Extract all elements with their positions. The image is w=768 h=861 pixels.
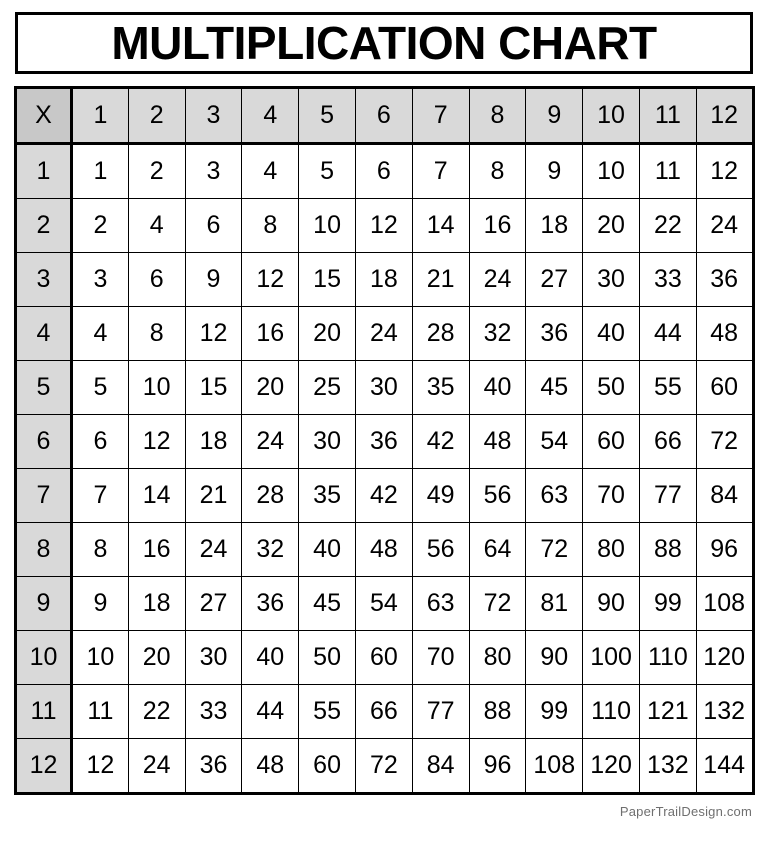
table-cell: 18	[526, 199, 583, 253]
table-cell: 54	[526, 415, 583, 469]
table-cell: 35	[412, 361, 469, 415]
table-cell: 84	[412, 739, 469, 794]
table-cell: 10	[128, 361, 185, 415]
table-cell: 27	[185, 577, 242, 631]
table-cell: 20	[299, 307, 356, 361]
table-cell: 132	[639, 739, 696, 794]
table-cell: 12	[128, 415, 185, 469]
multiplication-table-wrapper	[14, 86, 754, 795]
column-header: 9	[526, 88, 583, 144]
table-cell: 33	[639, 253, 696, 307]
table-cell: 66	[639, 415, 696, 469]
table-cell: 80	[583, 523, 640, 577]
row-header: 4	[16, 307, 72, 361]
table-cell: 56	[469, 469, 526, 523]
row-header: 7	[16, 469, 72, 523]
table-cell: 32	[242, 523, 299, 577]
table-cell: 6	[355, 144, 412, 199]
column-header: 10	[583, 88, 640, 144]
table-cell: 24	[355, 307, 412, 361]
table-cell: 27	[526, 253, 583, 307]
table-cell: 99	[639, 577, 696, 631]
table-cell: 16	[242, 307, 299, 361]
table-cell: 77	[639, 469, 696, 523]
table-cell: 42	[355, 469, 412, 523]
table-cell: 10	[299, 199, 356, 253]
table-cell: 2	[128, 144, 185, 199]
column-header: 3	[185, 88, 242, 144]
table-cell: 22	[639, 199, 696, 253]
table-cell: 72	[469, 577, 526, 631]
table-cell: 20	[242, 361, 299, 415]
table-cell: 12	[696, 144, 753, 199]
table-cell: 72	[696, 415, 753, 469]
table-cell: 8	[469, 144, 526, 199]
table-cell: 60	[355, 631, 412, 685]
table-row	[16, 739, 754, 794]
table-row	[16, 523, 754, 577]
table-cell: 88	[639, 523, 696, 577]
table-cell: 30	[583, 253, 640, 307]
table-cell: 30	[185, 631, 242, 685]
table-cell: 36	[185, 739, 242, 794]
table-row	[16, 253, 754, 307]
table-cell: 120	[583, 739, 640, 794]
table-cell: 40	[299, 523, 356, 577]
table-cell: 45	[299, 577, 356, 631]
table-cell: 44	[639, 307, 696, 361]
table-cell: 9	[526, 144, 583, 199]
table-cell: 49	[412, 469, 469, 523]
table-cell: 14	[128, 469, 185, 523]
table-cell: 11	[72, 685, 129, 739]
table-body	[16, 144, 754, 794]
table-cell: 25	[299, 361, 356, 415]
table-cell: 30	[355, 361, 412, 415]
table-header	[16, 88, 754, 144]
column-header: 5	[299, 88, 356, 144]
table-cell: 22	[128, 685, 185, 739]
table-cell: 84	[696, 469, 753, 523]
table-cell: 30	[299, 415, 356, 469]
table-cell: 100	[583, 631, 640, 685]
table-cell: 32	[469, 307, 526, 361]
table-cell: 12	[355, 199, 412, 253]
table-cell: 99	[526, 685, 583, 739]
table-cell: 60	[583, 415, 640, 469]
table-cell: 144	[696, 739, 753, 794]
table-cell: 42	[412, 415, 469, 469]
table-cell: 60	[299, 739, 356, 794]
table-cell: 50	[299, 631, 356, 685]
table-cell: 9	[72, 577, 129, 631]
column-header: 2	[128, 88, 185, 144]
table-cell: 40	[583, 307, 640, 361]
table-cell: 15	[185, 361, 242, 415]
table-cell: 36	[242, 577, 299, 631]
table-cell: 12	[185, 307, 242, 361]
table-row	[16, 685, 754, 739]
table-cell: 20	[128, 631, 185, 685]
table-row	[16, 415, 754, 469]
table-row	[16, 144, 754, 199]
table-cell: 40	[242, 631, 299, 685]
table-cell: 96	[469, 739, 526, 794]
table-cell: 70	[583, 469, 640, 523]
table-cell: 66	[355, 685, 412, 739]
table-cell: 88	[469, 685, 526, 739]
table-cell: 36	[526, 307, 583, 361]
table-cell: 14	[412, 199, 469, 253]
table-cell: 5	[72, 361, 129, 415]
table-cell: 4	[128, 199, 185, 253]
table-row	[16, 577, 754, 631]
row-header: 11	[16, 685, 72, 739]
table-cell: 7	[412, 144, 469, 199]
table-cell: 50	[583, 361, 640, 415]
table-cell: 56	[412, 523, 469, 577]
table-cell: 12	[72, 739, 129, 794]
table-cell: 121	[639, 685, 696, 739]
column-header: 4	[242, 88, 299, 144]
table-cell: 8	[128, 307, 185, 361]
table-cell: 48	[696, 307, 753, 361]
table-cell: 4	[72, 307, 129, 361]
table-cell: 28	[242, 469, 299, 523]
table-cell: 3	[72, 253, 129, 307]
column-header: 11	[639, 88, 696, 144]
table-cell: 35	[299, 469, 356, 523]
table-cell: 81	[526, 577, 583, 631]
table-cell: 28	[412, 307, 469, 361]
table-cell: 44	[242, 685, 299, 739]
table-row	[16, 631, 754, 685]
table-cell: 15	[299, 253, 356, 307]
table-cell: 55	[639, 361, 696, 415]
table-row	[16, 469, 754, 523]
table-cell: 7	[72, 469, 129, 523]
table-cell: 48	[242, 739, 299, 794]
column-header: 8	[469, 88, 526, 144]
table-cell: 8	[72, 523, 129, 577]
table-cell: 9	[185, 253, 242, 307]
table-cell: 80	[469, 631, 526, 685]
row-header: 10	[16, 631, 72, 685]
table-cell: 132	[696, 685, 753, 739]
table-cell: 55	[299, 685, 356, 739]
table-cell: 96	[696, 523, 753, 577]
table-cell: 108	[526, 739, 583, 794]
footer-credit: PaperTrailDesign.com	[619, 804, 752, 819]
table-cell: 63	[526, 469, 583, 523]
page-title-box	[15, 12, 753, 74]
table-cell: 60	[696, 361, 753, 415]
table-cell: 110	[639, 631, 696, 685]
row-header: 3	[16, 253, 72, 307]
table-cell: 36	[696, 253, 753, 307]
column-header: 12	[696, 88, 753, 144]
table-cell: 21	[185, 469, 242, 523]
table-cell: 18	[355, 253, 412, 307]
row-header: 5	[16, 361, 72, 415]
table-cell: 72	[526, 523, 583, 577]
table-cell: 108	[696, 577, 753, 631]
row-header: 8	[16, 523, 72, 577]
table-cell: 6	[185, 199, 242, 253]
page-title: MULTIPLICATION CHART	[111, 17, 657, 69]
table-cell: 4	[242, 144, 299, 199]
table-cell: 12	[242, 253, 299, 307]
table-cell: 40	[469, 361, 526, 415]
table-cell: 8	[242, 199, 299, 253]
row-header: 12	[16, 739, 72, 794]
table-cell: 63	[412, 577, 469, 631]
table-cell: 6	[128, 253, 185, 307]
column-header: 7	[412, 88, 469, 144]
column-header: 1	[72, 88, 129, 144]
table-cell: 110	[583, 685, 640, 739]
table-header-row	[16, 88, 754, 144]
table-cell: 18	[185, 415, 242, 469]
table-cell: 45	[526, 361, 583, 415]
table-cell: 24	[469, 253, 526, 307]
multiplication-table	[14, 86, 755, 795]
table-row	[16, 199, 754, 253]
row-header: 1	[16, 144, 72, 199]
table-cell: 5	[299, 144, 356, 199]
column-header: 6	[355, 88, 412, 144]
table-row	[16, 307, 754, 361]
table-cell: 120	[696, 631, 753, 685]
table-cell: 11	[639, 144, 696, 199]
row-header: 2	[16, 199, 72, 253]
table-cell: 77	[412, 685, 469, 739]
table-row	[16, 361, 754, 415]
table-cell: 24	[242, 415, 299, 469]
table-cell: 24	[128, 739, 185, 794]
table-cell: 33	[185, 685, 242, 739]
table-cell: 70	[412, 631, 469, 685]
table-cell: 16	[128, 523, 185, 577]
table-cell: 6	[72, 415, 129, 469]
table-cell: 21	[412, 253, 469, 307]
table-cell: 48	[469, 415, 526, 469]
table-cell: 64	[469, 523, 526, 577]
table-cell: 20	[583, 199, 640, 253]
table-cell: 24	[185, 523, 242, 577]
table-cell: 1	[72, 144, 129, 199]
table-cell: 72	[355, 739, 412, 794]
table-cell: 3	[185, 144, 242, 199]
table-cell: 10	[583, 144, 640, 199]
table-cell: 16	[469, 199, 526, 253]
table-cell: 24	[696, 199, 753, 253]
row-header: 6	[16, 415, 72, 469]
table-cell: 10	[72, 631, 129, 685]
footer	[14, 803, 754, 821]
table-cell: 54	[355, 577, 412, 631]
row-header: 9	[16, 577, 72, 631]
table-cell: 90	[526, 631, 583, 685]
table-cell: 2	[72, 199, 129, 253]
table-cell: 18	[128, 577, 185, 631]
table-cell: 48	[355, 523, 412, 577]
table-corner-cell: X	[16, 88, 72, 144]
table-cell: 36	[355, 415, 412, 469]
table-cell: 90	[583, 577, 640, 631]
